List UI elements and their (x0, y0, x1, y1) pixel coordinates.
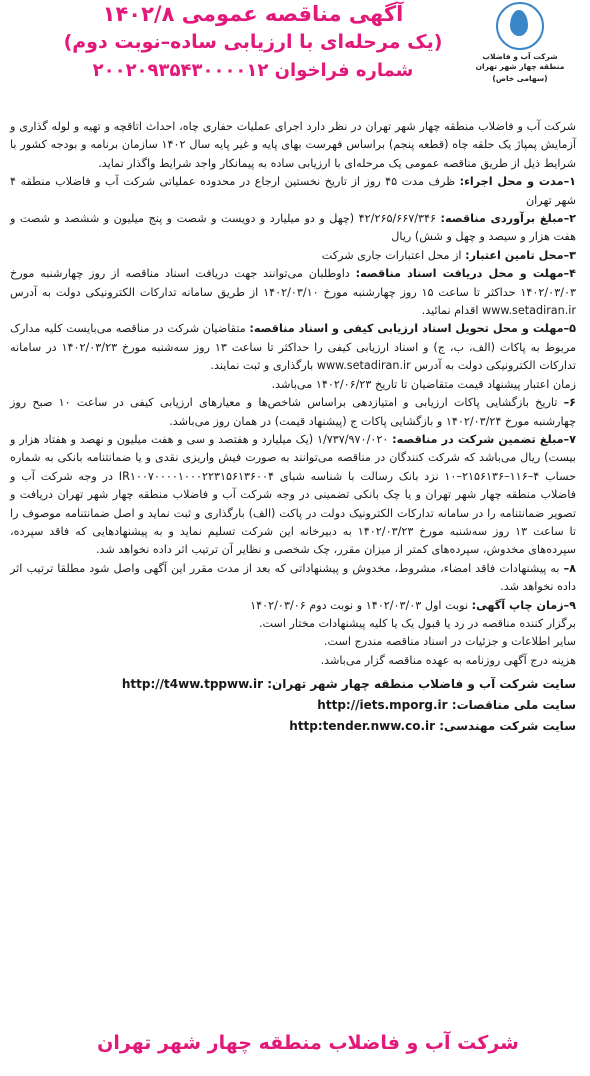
clause-item (10, 376, 576, 394)
clause-item (10, 210, 576, 247)
clause-heading: ۷–مبلغ تضمین شرکت در مناقصه: (392, 432, 576, 446)
clause-item (10, 265, 576, 320)
clauses-list (10, 173, 576, 670)
website-row (10, 716, 576, 737)
clause-item (10, 652, 576, 670)
website-link[interactable]: http://t4ww.tppww.ir (121, 677, 264, 692)
website-row (10, 695, 576, 716)
clause-text: ۴۲/۲۶۵/۶۶۷/۳۴۶ (چهل و دو میلیارد و دویست و شصت و پنج میلیون و ششصد و شصت و هفت هزار و سیصد و چهل و شش) ریال (10, 212, 576, 244)
clause-heading: ۵–مهلت و محل تحویل اسناد ارزیابی کیفی و اسناد مناقصه: (249, 322, 576, 336)
clause-item (10, 247, 576, 265)
clause-text: ظرف مدت ۴۵ روز از تاریخ نخستین ارجاع در محدوده عملیاتی شرکت آب و فاضلاب منطقه ۴ شهر تهران (10, 175, 576, 207)
website-row (10, 674, 576, 695)
notice-body (10, 118, 576, 670)
clause-heading: ۸– (563, 561, 576, 575)
website-label: سایت شرکت آب و فاضلاب منطقه چهار شهر تهران: (267, 677, 576, 692)
clause-text: زمان اعتبار پیشنهاد قیمت متقاضیان تا تاریخ ۱۴۰۲/۰۶/۲۳ می‌باشد. (271, 377, 576, 391)
water-drop-logo-icon (496, 2, 544, 50)
notice-subtitle: (یک مرحله‌ای با ارزیابی ساده–نوبت دوم) (63, 31, 443, 53)
website-label: سایت ملی مناقصات: (451, 698, 576, 713)
clause-item (10, 320, 576, 375)
clause-item (10, 560, 576, 597)
clause-text: از محل اعتبارات جاری شرکت (321, 248, 462, 262)
company-logo-block (474, 2, 566, 84)
clause-heading: ۲–مبلغ برآوردی مناقصه: (440, 212, 577, 226)
clause-item (10, 615, 576, 633)
clause-text: متقاضیان شرکت در مناقصه می‌بایست کلیه مدارک مربوط به پاکات (الف، ب، ج) و اسناد ارزیابی کیفی را حداکثر تا ساعت ۱۳ روز سه‌شنبه مورخ ۱۴۰۲/۰۳/۲۳ در سامانه تدارکات الکترونیکی دولت به آدرس www.setadiran.ir بارگذاری و ثبت نمایند. (10, 322, 576, 373)
clause-item (10, 394, 576, 431)
call-number: شماره فراخوان ۲۰۰۲۰۹۳۵۴۳۰۰۰۰۱۲ (92, 60, 414, 81)
websites-list (10, 674, 576, 737)
website-link[interactable]: http:tender.nww.co.ir (289, 719, 436, 734)
logo-caption-top: شرکت آب و فاضلاب منطقه چهار شهر تهران (475, 52, 565, 71)
logo-caption-bottom: (سهامی خاص) (492, 74, 548, 83)
clause-heading: ۳–محل تامین اعتبار: (465, 248, 576, 262)
clause-text: داوطلبان می‌توانند جهت دریافت اسناد مناقصه از روز چهارشنبه مورخ ۱۴۰۲/۰۳/۰۳ حداکثر تا ساعت ۱۵ روز چهارشنبه مورخ ۱۴۰۲/۰۳/۱۰ از طریق سامانه تدارکات الکترونیکی دولت به آدرس www.setadiran.ir اقدام نمائید. (10, 267, 576, 318)
clause-text: تاریخ بازگشایی پاکات ارزیابی و امتیازدهی براساس شاخص‌ها و معیارهای ارزیابی کیفی در ساعت ۱۰ صبح روز چهارشنبه مورخ ۱۴۰۲/۰۳/۲۴ و بازگشایی پاکات ج (پیشنهاد قیمت) در همان روز می‌باشد. (10, 396, 576, 428)
title-block (40, 0, 466, 86)
clause-text: نوبت اول ۱۴۰۲/۰۳/۰۳ و نوبت دوم ۱۴۰۲/۰۳/۰۶ (250, 598, 469, 612)
clause-item (10, 431, 576, 560)
clause-heading: ۱–مدت و محل اجراء: (459, 175, 577, 189)
clause-text: هزینه درج آگهی روزنامه به عهده مناقصه گزار می‌باشد. (320, 653, 576, 667)
clause-text: سایر اطلاعات و جزئیات در اسناد مناقصه مندرج است. (323, 635, 576, 649)
clause-text: به پیشنهادات فاقد امضاء، مشروط، مخدوش و پیشنهاداتی که بعد از مدت مقرر این آگهی واصل شود مطلقا ترتیب اثر داده نخواهد شد. (10, 561, 576, 594)
clause-heading: ۶– (563, 396, 576, 410)
clause-heading: ۴–مهلت و محل دریافت اسناد مناقصه: (355, 267, 576, 281)
notice-title: آگهی مناقصه عمومی ۱۴۰۲/۸ (102, 2, 404, 26)
clause-text: ۱/۷۳۷/۹۷۰/۰۲۰ (یک میلیارد و هفتصد و سی و هفت میلیون و نهصد و هفتاد هزار و بیست) ریال می‌باشد که شرکت کنندگان در مناقصه می‌توانند به صورت فیش واریزی نقدی و یا ضمانتنامه بانکی به شماره حساب ۴–۱۱۶–۲۱۵۶۱۳۶–۱۰ نزد بانک رسالت با شناسه شبای IR۱۰۰۷۰۰۰۰۱۰۰۰۲۲۳۱۵۶۱۳۶۰۰۴ در وجه شرکت آب و فاضلاب منطقه چهار شهر تهران و یا چک بانکی تضمینی در وجه شرکت آب و فاضلاب منطقه چهار شهر تهران دریافت و تصویر ضمانتنامه را در سامانه تدارکات الکترونیک دولت در پاکت (الف) بارگذاری و ثبت نماید و اصل ضمانتنامه موصوف را تا ساعت ۱۳ روز سه‌شنبه مورخ ۱۴۰۲/۰۳/۲۳ به دبیرخانه این شرکت تسلیم نماید و به پیشنهادهایی که فاقد سپرده، سپرده‌های مخدوش، سپرده‌های کمتر از میزان مقرر، چک شخصی و نظایر آن ترتیب اثر داده نخواهد شد. (10, 432, 577, 557)
footer-company-name: شرکت آب و فاضلاب منطقه چهار شهر تهران (97, 1032, 519, 1054)
clause-item (10, 173, 576, 210)
clause-heading: ۹–زمان چاپ آگهی: (471, 598, 576, 612)
intro-paragraph: شرکت آب و فاضلاب منطقه چهار شهر تهران در نظر دارد اجرای عملیات حفاری چاه، احداث اتاقچه و تهیه و لوله گذاری و آزمایش پمپاژ یک حلقه چاه (قطعه پنجم) براساس فهرست بهای پایه و غیر پایه سال ۱۴۰۲ سازمان برنامه و بودجه کشور با شرایط ذیل از طریق مناقصه عمومی یک مرحله‌ای با ارزیابی ساده به پیمانکار واجد شرایط واگذار نماید. (10, 120, 576, 170)
clause-item (10, 633, 576, 651)
clause-text: برگزار کننده مناقصه در رد یا قبول یک یا کلیه پیشنهادات مختار است. (258, 616, 576, 630)
clause-item (10, 597, 576, 615)
notice-header (10, 0, 576, 110)
website-link[interactable]: http://iets.mporg.ir (317, 698, 448, 713)
website-label: سایت شرکت مهندسی: (439, 719, 576, 734)
